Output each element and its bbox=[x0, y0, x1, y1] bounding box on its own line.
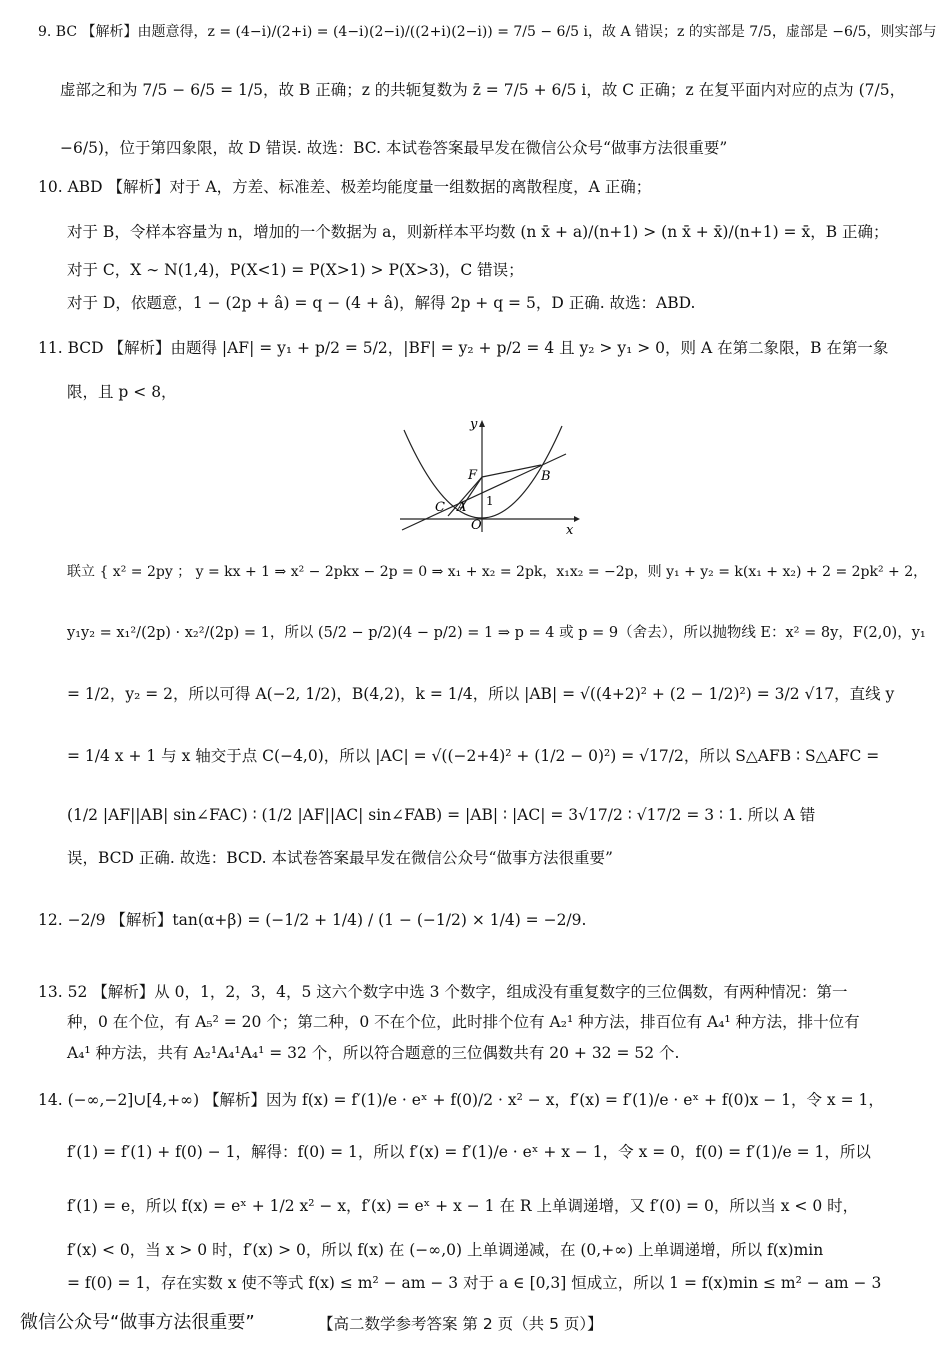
label-f: F bbox=[468, 468, 478, 483]
text-line: A₄¹ 种方法，共有 A₂¹A₄¹A₄¹ = 32 个，所以符合题意的三位偶数共有 20 + 32 = 52 个. bbox=[67, 1044, 680, 1062]
label-y: y bbox=[470, 418, 478, 432]
text-line: 对于 B，令样本容量为 n，增加的一个数据为 a，则新样本平均数 (n x̄ + a)/(n+1) > (n x̄ + x̄)/(n+1) = x̄，B 正确； bbox=[67, 223, 889, 241]
text-line: 对于 C，X ∼ N(1,4)，P(X<1) = P(X>1) > P(X>3)，C 错误； bbox=[67, 261, 524, 279]
text-line: = 1/4 x + 1 与 x 轴交于点 C(−4,0)，所以 |AC| = √((−2+4)² + (1/2 − 0)²) = √17/2，所以 S△AFB ∶ S△AFC = bbox=[67, 747, 880, 765]
segment-fb bbox=[482, 465, 541, 477]
text-line: 12. −2/9 【解析】tan(α+β) = (−1/2 + 1/4) / (1 − (−1/2) × 1/4) = −2/9. bbox=[38, 911, 587, 929]
text-line: 联立 { x² = 2py ； y = kx + 1 ⇒ x² − 2pkx − 2p = 0 ⇒ x₁ + x₂ = 2pk，x₁x₂ = −2p，则 y₁ + y₂ = k(x₁ + x₂) + 2 = 2pk² + 2， bbox=[67, 564, 928, 580]
text-line: −6/5)，位于第四象限，故 D 错误. 故选：BC. 本试卷答案最早发在微信公众号“做事方法很重要” bbox=[60, 139, 728, 157]
text-line: = f(0) = 1，存在实数 x 使不等式 f(x) ≤ m² − am − 3 对于 a ∈ [0,3] 恒成立，所以 1 = f(x)min ≤ m² − am − 3 bbox=[67, 1274, 882, 1292]
x-axis-arrow bbox=[574, 516, 580, 522]
text-line: 9. BC 【解析】由题意得，z = (4−i)/(2+i) = (4−i)(2−i)/((2+i)(2−i)) = 7/5 − 6/5 i，故 A 错误；z 的实部是 7/5，虚部是 −6/5，则实部与 bbox=[38, 24, 937, 40]
y-axis-arrow bbox=[479, 420, 485, 427]
text-line: 虚部之和为 7/5 − 6/5 = 1/5，故 B 正确；z 的共轭复数为 z̄ = 7/5 + 6/5 i，故 C 正确；z 在复平面内对应的点为 (7/5， bbox=[60, 81, 906, 99]
parabola-graph bbox=[398, 418, 584, 534]
text-line: f′(x) < 0，当 x > 0 时，f′(x) > 0，所以 f(x) 在 (−∞,0) 上单调递减，在 (0,+∞) 上单调递增，所以 f(x)min bbox=[67, 1241, 824, 1259]
text-line: 限，且 p < 8， bbox=[67, 383, 177, 401]
text-line: 误，BCD 正确. 故选：BCD. 本试卷答案最早发在微信公众号“做事方法很重要” bbox=[67, 849, 613, 867]
label-b: B bbox=[541, 469, 551, 484]
label-one: 1 bbox=[486, 494, 494, 508]
text-line: 11. BCD 【解析】由题得 |AF| = y₁ + p/2 = 5/2，|BF| = y₂ + p/2 = 4 且 y₂ > y₁ > 0，则 A 在第二象限，B 在第一象 bbox=[38, 339, 889, 357]
text-line: 13. 52 【解析】从 0，1，2，3，4，5 这六个数字中选 3 个数字，组成没有重复数字的三位偶数，有两种情况：第一 bbox=[38, 983, 848, 1001]
text-line: f′(1) = e，所以 f(x) = eˣ + 1/2 x² − x，f′(x) = eˣ + x − 1 在 R 上单调递增，又 f′(0) = 0，所以当 x < 0 时， bbox=[67, 1197, 859, 1215]
text-line: = 1/2，y₂ = 2，所以可得 A(−2, 1/2)，B(4,2)，k = 1/4，所以 |AB| = √((4+2)² + (2 − 1/2)²) = 3/2 √17，直线 y bbox=[67, 685, 895, 703]
footer-wechat: 微信公众号“做事方法很重要” bbox=[20, 1312, 255, 1333]
label-a: A bbox=[457, 500, 467, 515]
text-line: 14. (−∞,−2]∪[4,+∞) 【解析】因为 f(x) = f′(1)/e · eˣ + f(0)/2 · x² − x，f′(x) = f′(1)/e · eˣ + f(0)x − 1，令 x = 1， bbox=[38, 1091, 884, 1109]
label-c: C bbox=[435, 500, 445, 515]
parabola-curve bbox=[404, 426, 562, 518]
text-line: (1/2 |AF||AB| sin∠FAC) ∶ (1/2 |AF||AC| sin∠FAB) = |AB| ∶ |AC| = 3√17/2 ∶ √17/2 = 3 ∶ 1. 所以 A 错 bbox=[67, 806, 816, 824]
parabola-diagram bbox=[398, 418, 584, 534]
label-o: O bbox=[471, 518, 482, 533]
text-line: 10. ABD 【解析】对于 A，方差、标准差、极差均能度量一组数据的离散程度，A 正确； bbox=[38, 178, 652, 196]
text-line: 种，0 在个位，有 A₅² = 20 个；第二种，0 不在个位，此时排个位有 A₂¹ 种方法，排百位有 A₄¹ 种方法，排十位有 bbox=[67, 1013, 860, 1031]
text-line: f′(1) = f′(1) + f(0) − 1，解得：f(0) = 1，所以 f′(x) = f′(1)/e · eˣ + x − 1，令 x = 0，f(0) = f′(1)/e = 1，所以 bbox=[67, 1143, 871, 1161]
label-x: x bbox=[566, 523, 574, 534]
text-line: 对于 D，依题意，1 − (2p + â) = q − (4 + â)，解得 2p + q = 5，D 正确. 故选：ABD. bbox=[67, 294, 696, 312]
text-line: y₁y₂ = x₁²/(2p) · x₂²/(2p) = 1，所以 (5/2 − p/2)(4 − p/2) = 1 ⇒ p = 4 或 p = 9（舍去），所以抛物线 E：x² = 8y，F(2,0)，y₁ bbox=[67, 625, 926, 641]
footer-page-info: 【高二数学参考答案 第 2 页（共 5 页）】 bbox=[318, 1315, 603, 1333]
